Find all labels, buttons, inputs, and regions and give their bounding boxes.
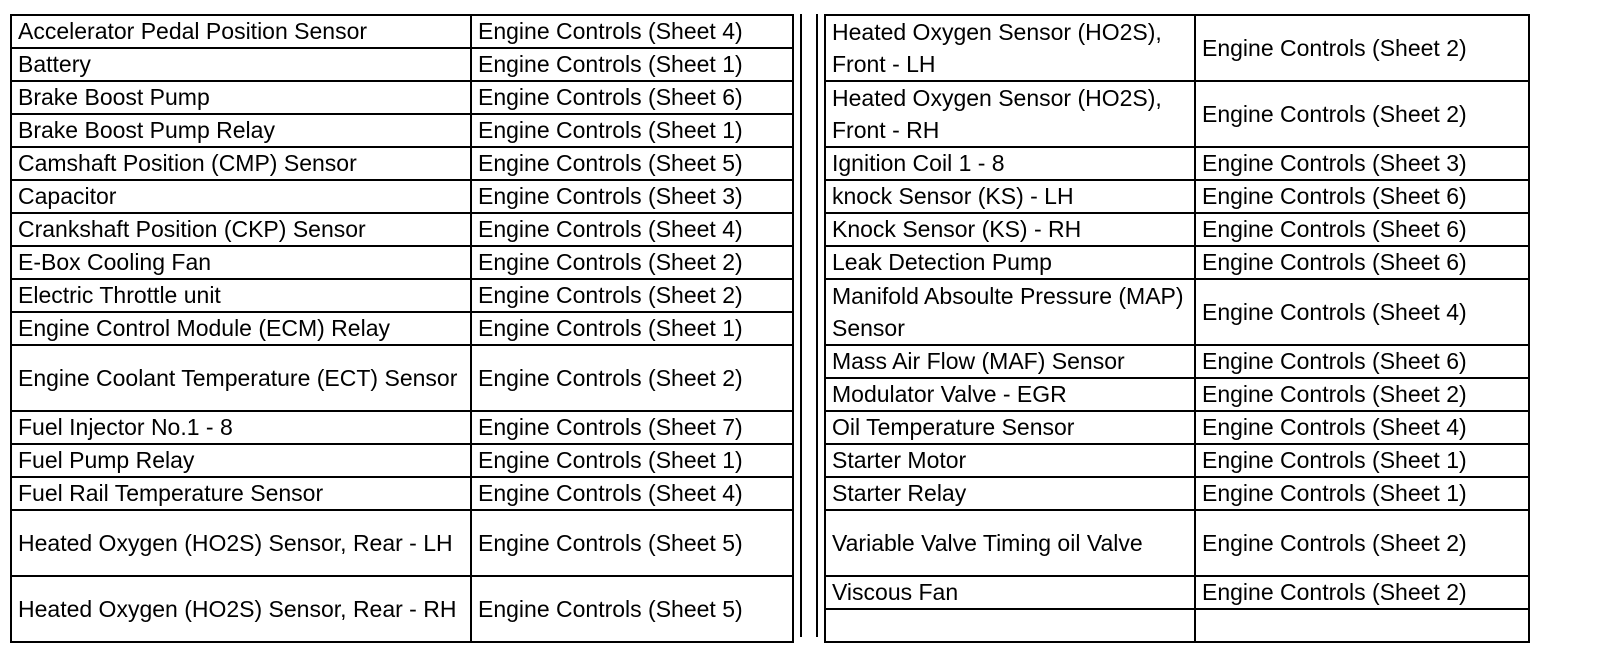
table-row <box>11 510 793 576</box>
diagram-location: Engine Controls (Sheet 6) <box>1195 213 1529 246</box>
table-row <box>11 411 793 444</box>
table-row <box>11 147 793 180</box>
diagram-location <box>1195 609 1529 642</box>
table-row <box>825 213 1529 246</box>
component-name: Heated Oxygen (HO2S) Sensor, Rear - LH <box>11 510 471 576</box>
diagram-location: Engine Controls (Sheet 6) <box>1195 180 1529 213</box>
table-row <box>11 312 793 345</box>
component-name: E-Box Cooling Fan <box>11 246 471 279</box>
column-separator <box>800 14 818 637</box>
diagram-location: Engine Controls (Sheet 2) <box>471 246 793 279</box>
diagram-location: Engine Controls (Sheet 1) <box>471 48 793 81</box>
component-name: Variable Valve Timing oil Valve <box>825 510 1195 576</box>
diagram-location: Engine Controls (Sheet 4) <box>1195 411 1529 444</box>
table-row <box>825 576 1529 609</box>
component-name: Heated Oxygen (HO2S) Sensor, Rear - RH <box>11 576 471 642</box>
diagram-location: Engine Controls (Sheet 5) <box>471 576 793 642</box>
diagram-location: Engine Controls (Sheet 1) <box>471 444 793 477</box>
table-row <box>825 81 1529 147</box>
diagram-location: Engine Controls (Sheet 2) <box>471 345 793 411</box>
component-name: Crankshaft Position (CKP) Sensor <box>11 213 471 246</box>
diagram-location: Engine Controls (Sheet 4) <box>471 213 793 246</box>
table-row <box>11 246 793 279</box>
table-row <box>11 345 793 411</box>
component-name: Fuel Injector No.1 - 8 <box>11 411 471 444</box>
table-row <box>825 279 1529 345</box>
table-row <box>825 378 1529 411</box>
table-row <box>11 48 793 81</box>
diagram-location: Engine Controls (Sheet 1) <box>471 312 793 345</box>
diagram-location: Engine Controls (Sheet 5) <box>471 510 793 576</box>
table-row <box>825 609 1529 642</box>
table-row <box>11 213 793 246</box>
component-name: Knock Sensor (KS) - RH <box>825 213 1195 246</box>
diagram-location: Engine Controls (Sheet 2) <box>1195 576 1529 609</box>
diagram-location: Engine Controls (Sheet 4) <box>471 477 793 510</box>
component-name: knock Sensor (KS) - LH <box>825 180 1195 213</box>
table-row <box>11 15 793 48</box>
diagram-location: Engine Controls (Sheet 2) <box>1195 81 1529 147</box>
diagram-location: Engine Controls (Sheet 6) <box>1195 345 1529 378</box>
component-name: Heated Oxygen Sensor (HO2S), Front - LH <box>825 15 1195 81</box>
table-row <box>825 180 1529 213</box>
component-name: Oil Temperature Sensor <box>825 411 1195 444</box>
component-name: Battery <box>11 48 471 81</box>
table-row <box>825 15 1529 81</box>
diagram-location: Engine Controls (Sheet 3) <box>471 180 793 213</box>
diagram-location: Engine Controls (Sheet 6) <box>1195 246 1529 279</box>
table-row <box>825 477 1529 510</box>
table-row <box>825 246 1529 279</box>
component-index-table-left <box>10 14 794 643</box>
diagram-location: Engine Controls (Sheet 1) <box>1195 477 1529 510</box>
component-name: Fuel Rail Temperature Sensor <box>11 477 471 510</box>
diagram-location: Engine Controls (Sheet 1) <box>1195 444 1529 477</box>
diagram-location: Engine Controls (Sheet 2) <box>1195 15 1529 81</box>
diagram-location: Engine Controls (Sheet 4) <box>1195 279 1529 345</box>
component-name: Starter Relay <box>825 477 1195 510</box>
table-row <box>825 345 1529 378</box>
table-row <box>825 510 1529 576</box>
component-name <box>825 609 1195 642</box>
component-name: Mass Air Flow (MAF) Sensor <box>825 345 1195 378</box>
diagram-location: Engine Controls (Sheet 2) <box>1195 378 1529 411</box>
component-name: Electric Throttle unit <box>11 279 471 312</box>
diagram-location: Engine Controls (Sheet 2) <box>1195 510 1529 576</box>
table-row <box>825 147 1529 180</box>
table-row <box>11 444 793 477</box>
component-name: Viscous Fan <box>825 576 1195 609</box>
diagram-location: Engine Controls (Sheet 1) <box>471 114 793 147</box>
component-name: Modulator Valve - EGR <box>825 378 1195 411</box>
component-name: Camshaft Position (CMP) Sensor <box>11 147 471 180</box>
table-row <box>825 444 1529 477</box>
component-name: Ignition Coil 1 - 8 <box>825 147 1195 180</box>
table-row <box>11 81 793 114</box>
component-name: Engine Control Module (ECM) Relay <box>11 312 471 345</box>
component-name: Brake Boost Pump <box>11 81 471 114</box>
diagram-location: Engine Controls (Sheet 4) <box>471 15 793 48</box>
table-row <box>11 114 793 147</box>
component-name: Fuel Pump Relay <box>11 444 471 477</box>
table-row <box>11 180 793 213</box>
component-name: Brake Boost Pump Relay <box>11 114 471 147</box>
table-row <box>11 477 793 510</box>
component-name: Leak Detection Pump <box>825 246 1195 279</box>
component-index-table-right <box>824 14 1530 643</box>
table-row <box>825 411 1529 444</box>
diagram-location: Engine Controls (Sheet 3) <box>1195 147 1529 180</box>
component-name: Capacitor <box>11 180 471 213</box>
diagram-location: Engine Controls (Sheet 7) <box>471 411 793 444</box>
diagram-location: Engine Controls (Sheet 2) <box>471 279 793 312</box>
table-row <box>11 279 793 312</box>
component-name: Engine Coolant Temperature (ECT) Sensor <box>11 345 471 411</box>
component-name: Manifold Absoulte Pressure (MAP) Sensor <box>825 279 1195 345</box>
table-row <box>11 576 793 642</box>
diagram-location: Engine Controls (Sheet 6) <box>471 81 793 114</box>
component-name: Starter Motor <box>825 444 1195 477</box>
diagram-location: Engine Controls (Sheet 5) <box>471 147 793 180</box>
component-name: Heated Oxygen Sensor (HO2S), Front - RH <box>825 81 1195 147</box>
component-name: Accelerator Pedal Position Sensor <box>11 15 471 48</box>
